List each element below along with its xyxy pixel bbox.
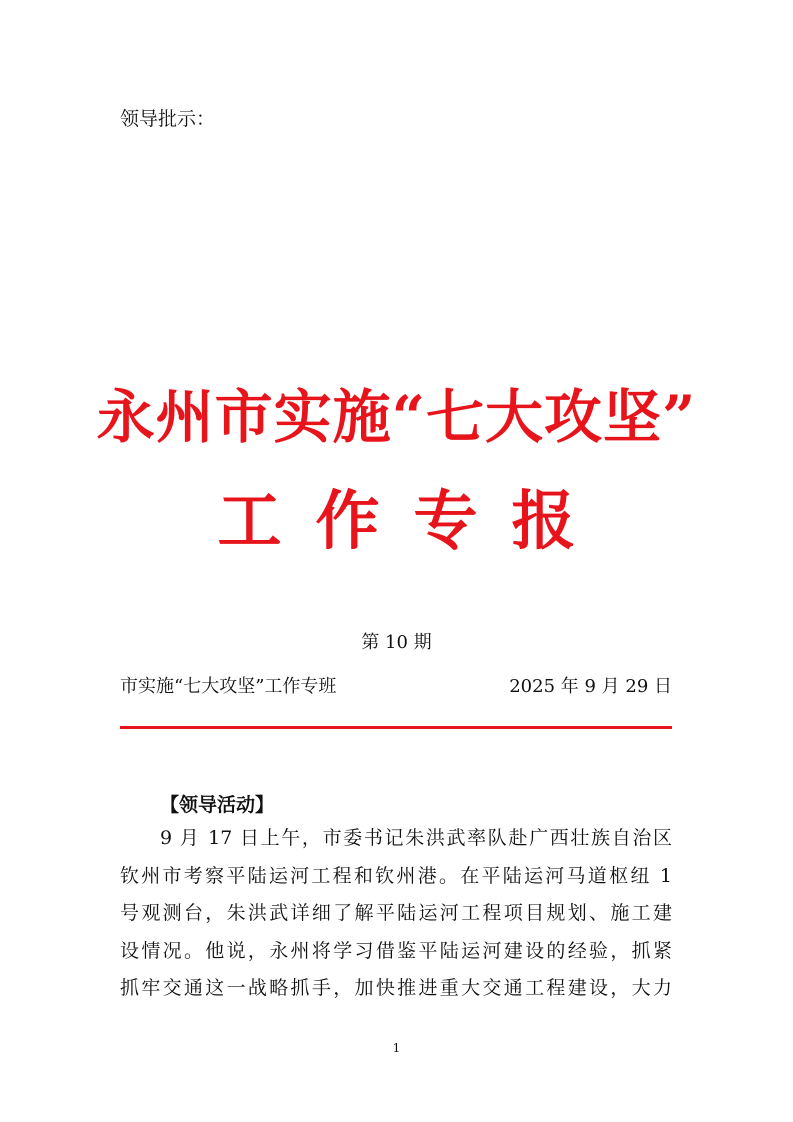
issuer: 市实施“七大攻坚”工作专班 xyxy=(120,676,337,697)
issue-number: 第 10 期 xyxy=(361,632,432,653)
body-line: 9 月 17 日上午，市委书记朱洪武率队赴广西壮族自治区 xyxy=(160,827,672,849)
body-line: 设情况。他说，永州将学习借鉴平陆运河建设的经验，抓紧 xyxy=(120,939,672,962)
red-divider-rule xyxy=(120,726,672,729)
section-heading: 【领导活动】 xyxy=(160,794,275,816)
masthead-subtitle: 工作专报 xyxy=(217,484,610,559)
body-text xyxy=(120,820,672,1008)
issue-meta-row xyxy=(120,672,672,698)
leader-instruction-label: 领导批示： xyxy=(120,108,216,130)
body-line: 抓牢交通这一战略抓手，加快推进重大交通工程建设，大力 xyxy=(120,977,672,999)
page-number: 1 xyxy=(392,1041,401,1055)
body-line: 号观测台，朱洪武详细了解平陆运河工程项目规划、施工建 xyxy=(120,902,672,924)
masthead-title: 永州市实施“七大攻坚” xyxy=(96,383,697,451)
issue-date: 2025 年 9 月 29 日 xyxy=(509,676,672,697)
body-line: 钦州市考察平陆运河工程和钦州港。在平陆运河马道枢纽 1 xyxy=(120,864,672,887)
